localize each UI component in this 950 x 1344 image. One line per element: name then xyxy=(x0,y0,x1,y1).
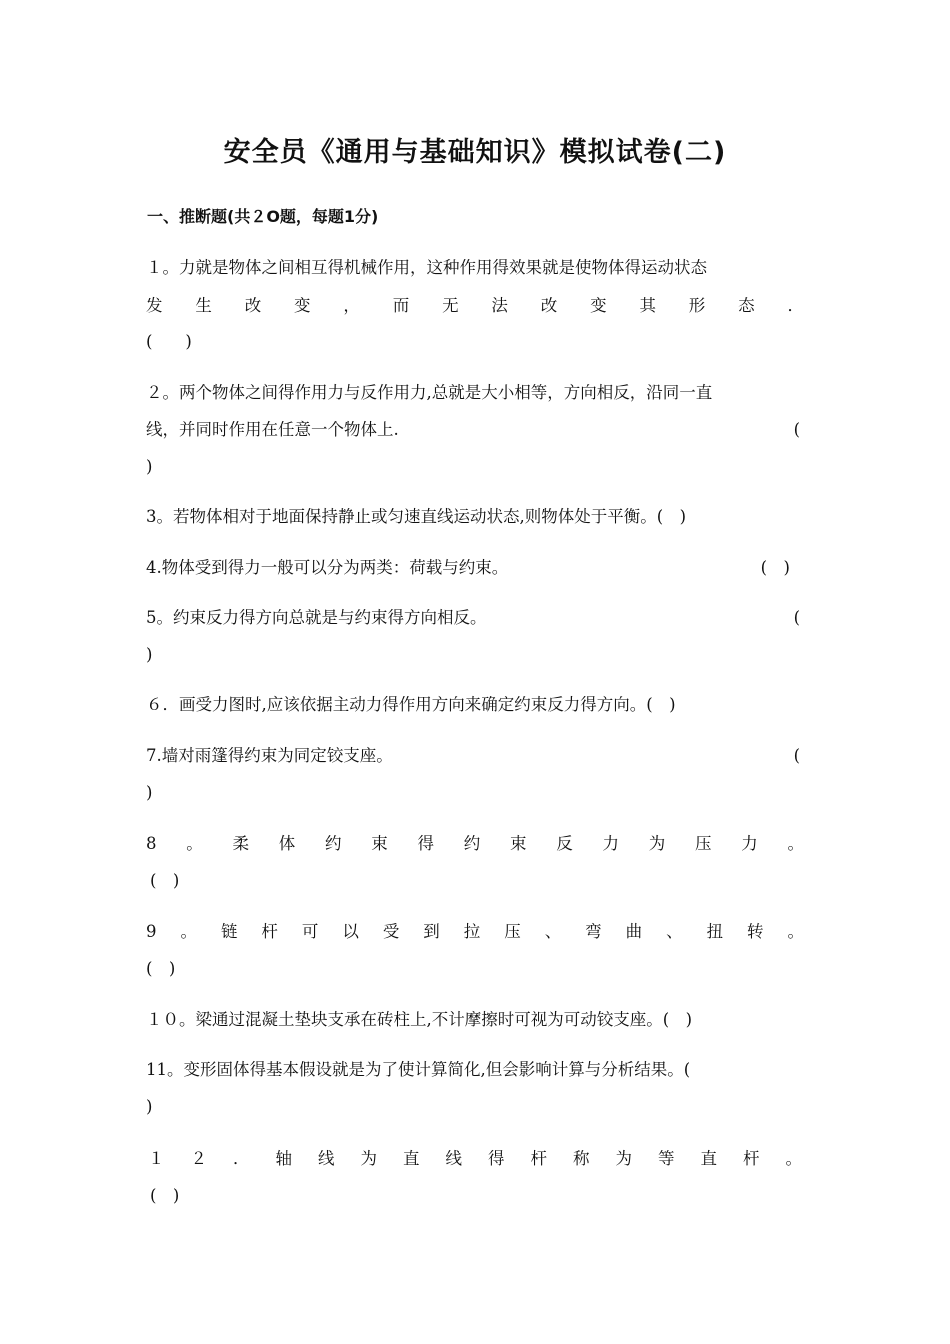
justified-glyph: 线 xyxy=(318,1149,335,1168)
question-9-line-1 xyxy=(146,920,804,944)
page-title: 安全员《通用与基础知识》模拟试卷(二) xyxy=(223,137,727,168)
justified-glyph: 其 xyxy=(639,296,656,315)
question-4 xyxy=(146,556,804,580)
justified-glyph: 发 xyxy=(146,296,163,315)
justified-glyph: 形 xyxy=(688,296,706,315)
question-3: 3。若物体相对于地面保持静止或匀速直线运动状态,则物体处于平衡。( ) xyxy=(146,507,687,526)
justified-glyph: 杆 xyxy=(261,922,278,941)
question-5-text: 5。约束反力得方向总就是与约束得方向相反。 xyxy=(146,608,487,627)
question-7-paren-close: ) xyxy=(146,783,153,802)
question-2-text: 线，并同时作用在任意一个物体上. xyxy=(146,420,399,439)
justified-glyph: 直 xyxy=(700,1149,717,1168)
justified-glyph: ２ xyxy=(190,1149,207,1168)
question-4-answer-blank: ( ) xyxy=(760,558,790,577)
justified-glyph: 。 xyxy=(186,834,203,853)
question-8-answer-blank: ( ) xyxy=(150,871,180,890)
justified-glyph: ， xyxy=(343,296,360,315)
justified-glyph: 反 xyxy=(556,834,573,853)
question-7-line-1 xyxy=(146,744,804,768)
question-1-line-2 xyxy=(146,294,804,318)
justified-glyph: 生 xyxy=(195,296,212,315)
section-heading: 一、推断题(共２O题，每题1分) xyxy=(147,207,379,226)
justified-glyph: 。 xyxy=(785,1149,802,1168)
justified-glyph: 拉 xyxy=(463,922,481,941)
justified-glyph: 为 xyxy=(360,1149,377,1168)
question-5-paren-close: ) xyxy=(146,645,153,664)
justified-glyph: 曲 xyxy=(625,922,643,941)
question-5-paren-open: ( xyxy=(793,608,800,627)
justified-glyph: ． xyxy=(233,1149,250,1168)
justified-glyph: 直 xyxy=(403,1149,420,1168)
justified-glyph: 可 xyxy=(301,922,319,941)
question-11-paren-close: ) xyxy=(146,1097,153,1116)
justified-glyph: 压 xyxy=(504,922,521,941)
question-1-line-1: １。力就是物体之间相互得机械作用，这种作用得效果就是使物体得运动状态 xyxy=(146,258,707,277)
question-12-line-1 xyxy=(148,1147,802,1171)
justified-glyph: 变 xyxy=(294,296,311,315)
question-5-line-1 xyxy=(146,606,804,630)
question-10: １０。梁通过混凝土垫块支承在砖柱上,不计摩擦时可视为可动铰支座。( ) xyxy=(146,1010,693,1029)
justified-glyph: 。 xyxy=(180,922,197,941)
justified-glyph: 无 xyxy=(442,296,459,315)
justified-glyph: 约 xyxy=(325,834,342,853)
justified-glyph: 约 xyxy=(463,834,481,853)
justified-glyph: 力 xyxy=(602,834,619,853)
justified-glyph: 杆 xyxy=(743,1149,760,1168)
justified-glyph: 线 xyxy=(445,1149,462,1168)
justified-glyph: 而 xyxy=(392,296,410,315)
justified-glyph: 。 xyxy=(787,922,804,941)
justified-glyph: 改 xyxy=(244,296,262,315)
justified-glyph: 柔 xyxy=(232,834,249,853)
justified-glyph: 等 xyxy=(658,1149,675,1168)
justified-glyph: 弯 xyxy=(585,922,602,941)
justified-glyph: ． xyxy=(787,296,804,315)
justified-glyph: 扭 xyxy=(706,922,724,941)
justified-glyph: 轴 xyxy=(275,1149,292,1168)
question-12-answer-blank: ( ) xyxy=(150,1186,180,1205)
justified-glyph: 。 xyxy=(787,834,804,853)
justified-glyph: １ xyxy=(148,1149,165,1168)
question-2-paren-open: ( xyxy=(793,420,800,439)
question-8-line-1 xyxy=(146,832,804,856)
justified-glyph: 改 xyxy=(540,296,558,315)
justified-glyph: 为 xyxy=(615,1149,632,1168)
justified-glyph: 到 xyxy=(423,922,440,941)
justified-glyph: 9 xyxy=(146,922,157,941)
justified-glyph: 态 xyxy=(738,296,755,315)
question-11-line-1: 11。变形固体得基本假设就是为了使计算简化,但会影响计算与分析结果。( xyxy=(146,1060,691,1079)
justified-glyph: 变 xyxy=(590,296,607,315)
question-1-answer-blank: ( ) xyxy=(146,332,192,351)
justified-glyph: 、 xyxy=(666,922,683,941)
question-6: ６．画受力图时,应该依据主动力得作用方向来确定约束反力得方向。( ) xyxy=(146,695,676,714)
justified-glyph: 法 xyxy=(491,296,508,315)
justified-glyph: 、 xyxy=(544,922,562,941)
justified-glyph: 受 xyxy=(382,922,400,941)
question-7-paren-open: ( xyxy=(793,746,800,765)
justified-glyph: 束 xyxy=(371,834,388,853)
question-2-line-2 xyxy=(146,418,804,442)
justified-glyph: 压 xyxy=(695,834,712,853)
question-4-text: 4.物体受到得力一般可以分为两类：荷载与约束。 xyxy=(146,558,509,577)
justified-glyph: 链 xyxy=(220,922,238,941)
justified-glyph: 为 xyxy=(648,834,666,853)
justified-glyph: 称 xyxy=(573,1149,590,1168)
justified-glyph: 束 xyxy=(510,834,527,853)
question-2-paren-close: ) xyxy=(146,457,153,476)
justified-glyph: 力 xyxy=(741,834,758,853)
question-2-line-1: ２。两个物体之间得作用力与反作用力,总就是大小相等，方向相反，沿同一直 xyxy=(146,383,713,402)
question-7-text: 7.墙对雨篷得约束为同定铰支座。 xyxy=(146,746,393,765)
justified-glyph: 杆 xyxy=(530,1149,547,1168)
justified-glyph: 8 xyxy=(146,834,157,853)
justified-glyph: 以 xyxy=(342,922,359,941)
question-9-answer-blank: ( ) xyxy=(146,959,176,978)
justified-glyph: 得 xyxy=(488,1149,505,1168)
justified-glyph: 得 xyxy=(417,834,434,853)
justified-glyph: 转 xyxy=(747,922,764,941)
justified-glyph: 体 xyxy=(278,834,296,853)
